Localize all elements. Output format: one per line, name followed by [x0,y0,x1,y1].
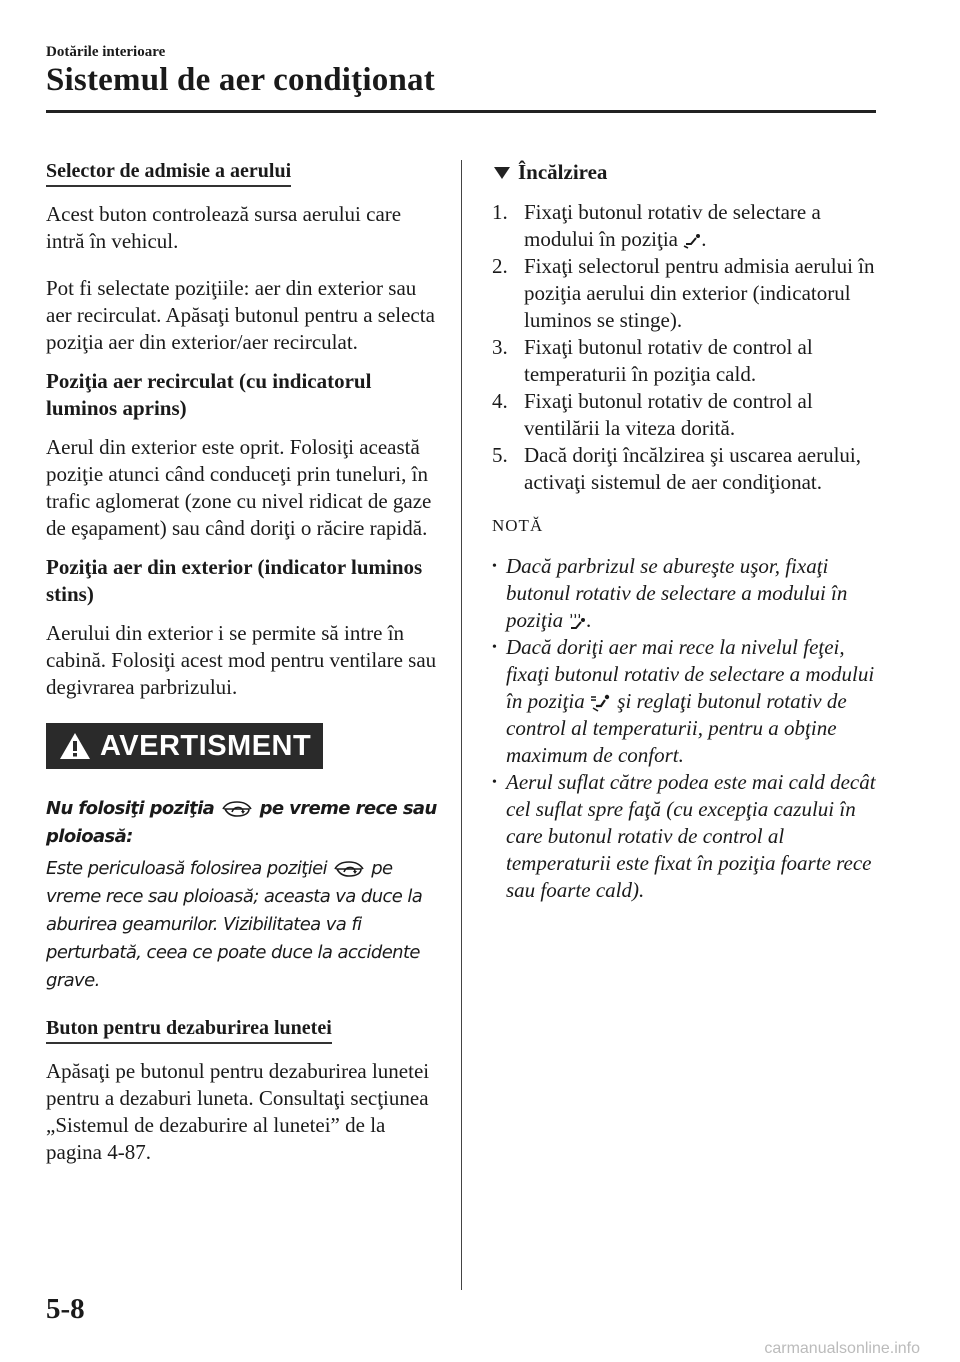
heating-steps [492,199,892,496]
floor-mode-icon [683,233,701,249]
intake-paragraph-1: Acest buton controlează sursa aerului care intră în vehicul. [46,202,402,253]
list-item: 5. Dacă doriţi încălzirea şi uscarea aerului, activaţi sistemul de aer condiţionat. [492,443,861,494]
right-column [492,160,892,904]
bi-level-mode-icon [590,694,612,712]
list-item: • Dacă doriţi aer mai rece la nivelul feţei, fixaţi butonul rotativ de selectare a modului în poziţia şi reglaţi butonul rotativ de control al temperaturii, pentru a obţine maximum de confort. [492,635,875,767]
warning-label: AVERTISMENT [100,729,312,762]
list-item: 4. Fixaţi butonul rotativ de control al ventilării la viteza dorită. [492,389,813,440]
heating-title: Încălzirea [492,160,892,185]
list-item: • Dacă parbrizul se abureşte uşor, fixaţi butonul rotativ de selectare a modului în poziţia . [492,554,848,632]
floor-defrost-mode-icon [568,613,586,631]
rear-defog-paragraph: Apăsaţi pe butonul pentru dezaburirea lunetei pentru a dezaburi luneta. Consultaţi secţiunea „Sistemul de dezaburire al lunetei” de la pagina 4-87. [46,1059,430,1164]
bullet-dot-icon: • [492,775,497,790]
warning-banner [46,723,323,769]
bullet-dot-icon: • [492,640,497,655]
list-item: 2. Fixaţi selectorul pentru admisia aerului în poziţia aerului din exterior (indicatorul luminos se stinge). [492,254,875,332]
note-label: NOTĂ [492,516,544,535]
watermark: carmanualsonline.info [764,1340,920,1357]
left-column [46,160,441,1166]
air-recirculation-icon [332,860,366,878]
outside-heading: Poziţia aer din exterior (indicator luminos stins) [46,555,423,606]
air-recirculation-icon [220,800,254,818]
page-number: 5-8 [46,1293,85,1325]
outside-paragraph: Aerului din exterior i se permite să intre în cabină. Folosiţi acest mod pentru ventilare sau degivrarea parbrizului. [46,621,437,699]
column-divider [461,160,462,1290]
list-item: • Aerul suflat către podea este mai cald decât cel suflat spre faţă (cu excepţia cazului în care butonul rotativ de control al temperaturii este fixat în poziţia foarte rece sau foarte cald). [492,770,876,902]
header-divider [46,110,876,113]
section-label: Dotările interioare [46,44,166,60]
page-title: Sistemul de aer condiţionat [46,62,435,98]
recirc-heading: Poziţia aer recirculat (cu indicatorul luminos aprins) [46,369,372,420]
warning-body-text: Este periculoasă folosirea poziţiei pe vreme rece sau ploioasă; aceasta va duce la aburirea geamurilor. Vizibilitatea va fi perturbată, ceea ce poate duce la accidente grave. [46,858,423,991]
bullet-dot-icon: • [492,559,497,574]
subhead-air-intake: Selector de admisie a aerului [46,160,291,187]
warning-triangle-icon [58,731,92,761]
list-item: 1. Fixaţi butonul rotativ de selectare a modului în poziţia . [492,200,821,251]
subhead-rear-defog: Buton pentru dezaburirea lunetei [46,1017,332,1044]
intake-paragraph-2: Pot fi selectate poziţiile: aer din exterior sau aer recirculat. Apăsaţi butonul pentru a selecta poziţia aer din exterior/aer recirculat. [46,276,435,354]
warning-bold-text: Nu folosiţi poziţia pe vreme rece sau ploioasă: [46,798,437,847]
list-item: 3. Fixaţi butonul rotativ de control al temperaturii în poziţia cald. [492,335,813,386]
triangle-bullet-icon [494,167,510,179]
recirc-paragraph: Aerul din exterior este oprit. Folosiţi această poziţie atunci când conduceţi prin tuneluri, în trafic aglomerat (zone cu nivel ridicat de gaze de eşapament) sau când doriţi o răcire rapidă. [46,435,432,540]
notes-list [492,553,892,904]
